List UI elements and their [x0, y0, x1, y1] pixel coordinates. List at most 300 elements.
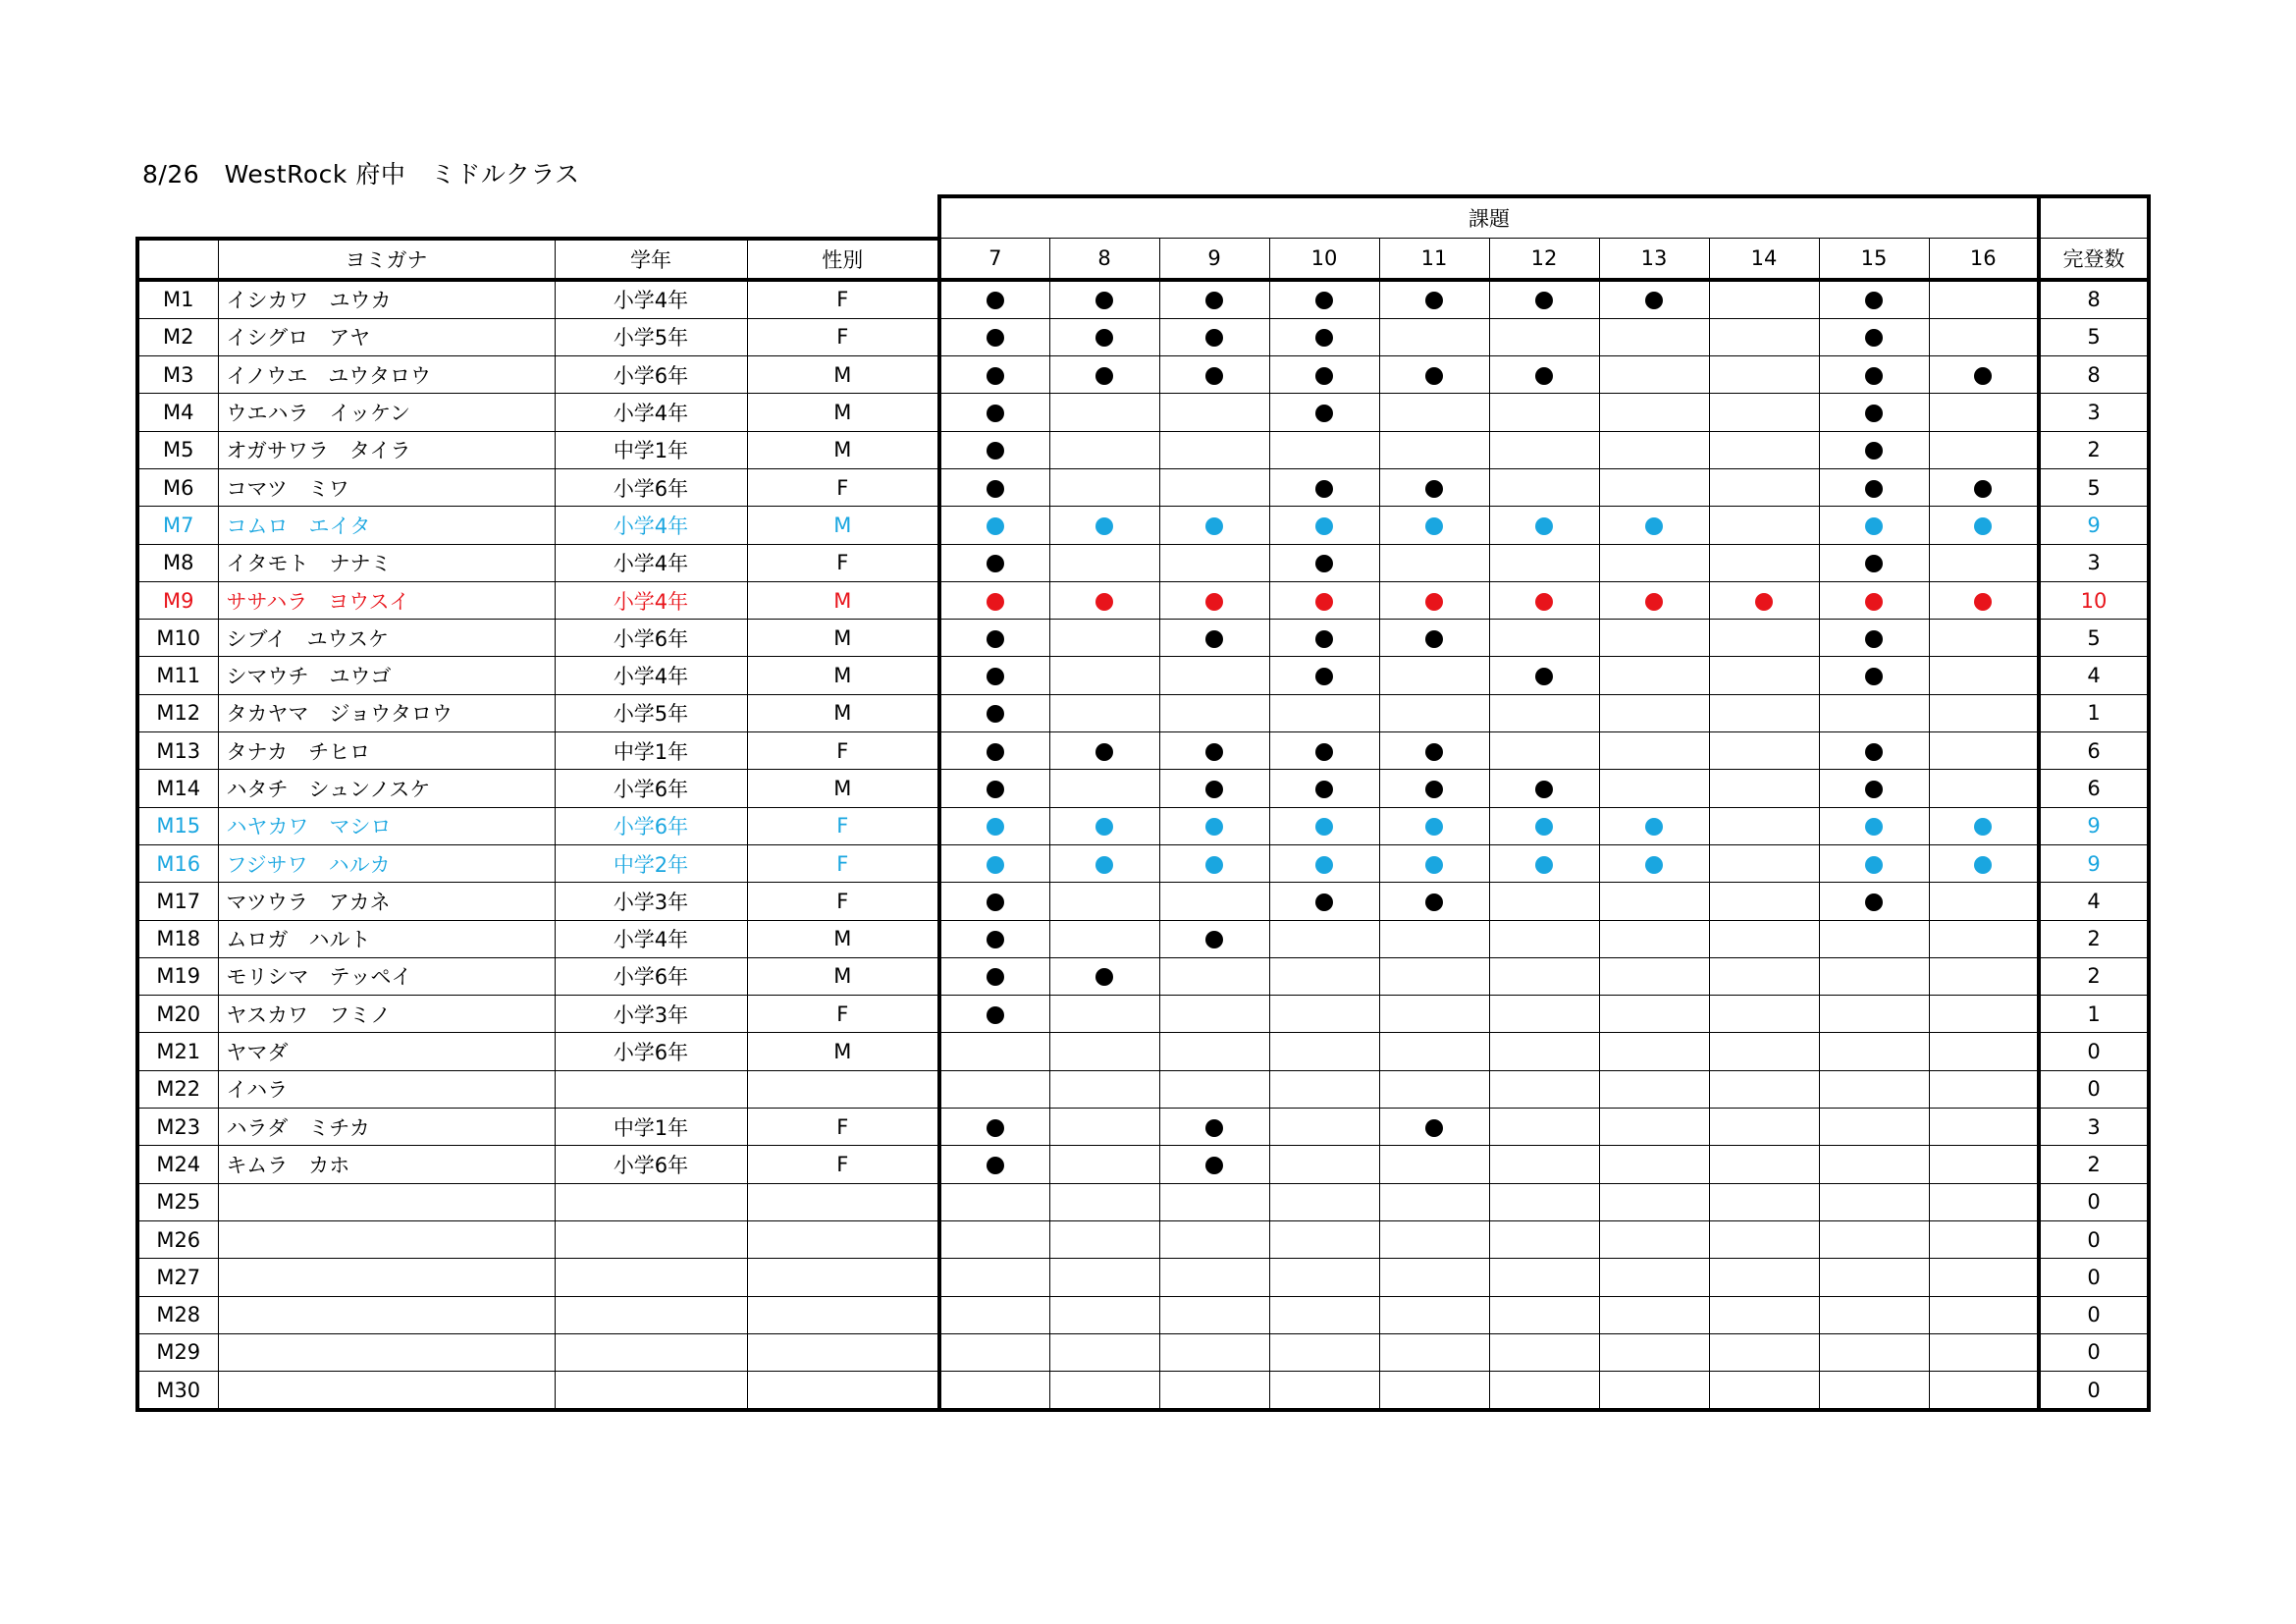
problem-cell [1159, 431, 1269, 468]
problem-cell [1489, 1372, 1599, 1411]
completion-dot [987, 329, 1004, 347]
problem-cell [1709, 544, 1819, 581]
completion-dot [987, 593, 1004, 611]
problem-cell [1379, 1259, 1489, 1296]
problem-cell [939, 280, 1049, 319]
row-name-cell: モリシマ テッペイ [218, 957, 555, 995]
header-column-row [137, 239, 2149, 280]
problem-cell [1929, 318, 2039, 355]
completion-dot [1315, 743, 1333, 761]
row-name-cell: フジサワ ハルカ [218, 844, 555, 882]
problem-cell [1049, 883, 1159, 920]
problem-cell [1599, 1183, 1709, 1220]
row-grade-cell: 中学2年 [555, 844, 747, 882]
problem-cell [1159, 356, 1269, 394]
completion-dot [987, 1157, 1004, 1174]
problem-cell [1599, 394, 1709, 431]
problem-cell [1269, 920, 1379, 957]
completion-dot [987, 968, 1004, 986]
table-row [137, 657, 2149, 694]
problem-cell [1049, 1259, 1159, 1296]
problem-cell [1159, 1372, 1269, 1411]
problem-cell [1269, 394, 1379, 431]
problem-column-header: 8 [1049, 239, 1159, 280]
completion-dot [1865, 668, 1883, 685]
problem-cell [1049, 920, 1159, 957]
completion-dot [1974, 480, 1992, 498]
row-name-cell: キムラ カホ [218, 1146, 555, 1183]
completion-dot [1095, 968, 1113, 986]
row-gender-cell: F [747, 1146, 939, 1183]
problem-cell [1379, 657, 1489, 694]
problem-cell [939, 883, 1049, 920]
problem-cell [1269, 883, 1379, 920]
completion-dot [987, 893, 1004, 911]
problem-cell [1269, 1296, 1379, 1333]
problem-cell [1709, 1220, 1819, 1258]
row-completed-count: 9 [2039, 844, 2149, 882]
row-name-cell: ハヤカワ マシロ [218, 807, 555, 844]
table-row [137, 694, 2149, 731]
row-completed-count: 3 [2039, 394, 2149, 431]
problem-cell [939, 807, 1049, 844]
problem-cell [1709, 1146, 1819, 1183]
problem-cell [1049, 770, 1159, 807]
problem-cell [1489, 1070, 1599, 1108]
problem-cell [1049, 996, 1159, 1033]
problem-cell [1269, 694, 1379, 731]
row-completed-count: 0 [2039, 1259, 2149, 1296]
row-gender-cell: F [747, 883, 939, 920]
completion-dot [1205, 1157, 1223, 1174]
completion-dot [1535, 781, 1553, 798]
completion-dot [1865, 743, 1883, 761]
row-id-cell: M2 [137, 318, 218, 355]
problem-cell [1159, 996, 1269, 1033]
completion-dot [987, 781, 1004, 798]
problem-cell [1709, 732, 1819, 770]
row-completed-count: 9 [2039, 807, 2149, 844]
problem-cell [1269, 807, 1379, 844]
problem-cell [1929, 544, 2039, 581]
completion-dot [1865, 442, 1883, 460]
problem-cell [1819, 394, 1929, 431]
row-id-cell: M28 [137, 1296, 218, 1333]
problem-cell [1819, 957, 1929, 995]
problem-cell [939, 657, 1049, 694]
problem-cell [1929, 844, 2039, 882]
problem-cell [1819, 1070, 1929, 1108]
problem-cell [1709, 581, 1819, 619]
problem-cell [1159, 1109, 1269, 1146]
completion-dot [1974, 593, 1992, 611]
problem-cell [1379, 581, 1489, 619]
problem-cell [939, 920, 1049, 957]
completed-group-header [2039, 196, 2149, 239]
row-name-cell: イハラ [218, 1070, 555, 1108]
row-grade-cell [555, 1183, 747, 1220]
problem-cell [1159, 957, 1269, 995]
problem-cell [1269, 957, 1379, 995]
problem-cell [1049, 280, 1159, 319]
row-grade-cell [555, 1259, 747, 1296]
row-completed-count: 4 [2039, 883, 2149, 920]
row-gender-cell: F [747, 844, 939, 882]
problem-cell [939, 694, 1049, 731]
row-grade-cell [555, 1220, 747, 1258]
problem-cell [1049, 1033, 1159, 1070]
problem-cell [1709, 280, 1819, 319]
row-completed-count: 0 [2039, 1070, 2149, 1108]
row-gender-cell: M [747, 920, 939, 957]
completion-dot [1645, 818, 1663, 836]
completion-dot [1865, 893, 1883, 911]
problem-cell [1489, 394, 1599, 431]
row-gender-cell: F [747, 732, 939, 770]
problem-cell [1819, 620, 1929, 657]
completion-dot [1315, 517, 1333, 535]
problem-cell [1379, 844, 1489, 882]
row-name-cell [218, 1296, 555, 1333]
table-row [137, 1333, 2149, 1371]
problem-cell [1489, 356, 1599, 394]
problem-cell [1599, 620, 1709, 657]
problem-cell [1159, 1146, 1269, 1183]
problem-cell [1599, 468, 1709, 506]
completion-dot [1315, 893, 1333, 911]
problem-cell [1269, 356, 1379, 394]
table-row [137, 507, 2149, 544]
problem-cell [1269, 996, 1379, 1033]
completion-dot [1095, 593, 1113, 611]
problem-cell [1819, 732, 1929, 770]
row-name-cell [218, 1372, 555, 1411]
row-gender-cell: F [747, 996, 939, 1033]
row-gender-cell: F [747, 280, 939, 319]
row-gender-cell: M [747, 957, 939, 995]
row-gender-cell: M [747, 581, 939, 619]
row-id-cell: M19 [137, 957, 218, 995]
problem-cell [1159, 920, 1269, 957]
completion-dot [1865, 329, 1883, 347]
completion-dot [1205, 329, 1223, 347]
completion-dot [1095, 292, 1113, 309]
row-name-cell [218, 1259, 555, 1296]
row-grade-cell: 中学1年 [555, 1109, 747, 1146]
table-row [137, 620, 2149, 657]
problem-column-header: 16 [1929, 239, 2039, 280]
problem-cell [1929, 807, 2039, 844]
problem-cell [1159, 468, 1269, 506]
row-name-cell: ヤマダ [218, 1033, 555, 1070]
row-gender-cell [747, 1220, 939, 1258]
problem-cell [1379, 280, 1489, 319]
row-grade-cell: 小学4年 [555, 544, 747, 581]
row-id-cell: M16 [137, 844, 218, 882]
problem-cell [1379, 1146, 1489, 1183]
row-id-cell: M4 [137, 394, 218, 431]
problem-cell [1599, 770, 1709, 807]
problem-cell [1489, 431, 1599, 468]
table-row [137, 1146, 2149, 1183]
completion-dot [1865, 630, 1883, 648]
row-id-cell: M3 [137, 356, 218, 394]
problem-cell [939, 620, 1049, 657]
table-row [137, 356, 2149, 394]
completion-dot [987, 705, 1004, 723]
completion-dot [1865, 367, 1883, 385]
row-id-cell: M7 [137, 507, 218, 544]
id-column-header [137, 239, 218, 280]
completed-column-header: 完登数 [2039, 239, 2149, 280]
row-gender-cell: M [747, 620, 939, 657]
completion-dot [1315, 405, 1333, 422]
completion-dot [1535, 292, 1553, 309]
problem-cell [1489, 280, 1599, 319]
problem-cell [1929, 770, 2039, 807]
problem-cell [1159, 318, 1269, 355]
row-completed-count: 8 [2039, 356, 2149, 394]
completion-dot [987, 856, 1004, 874]
problem-cell [1379, 807, 1489, 844]
completion-dot [1865, 818, 1883, 836]
completion-dot [1974, 517, 1992, 535]
row-grade-cell: 小学6年 [555, 770, 747, 807]
completion-dot [1865, 593, 1883, 611]
problem-cell [1269, 1259, 1379, 1296]
problem-column-header: 12 [1489, 239, 1599, 280]
problem-cell [1709, 920, 1819, 957]
problem-cell [1489, 581, 1599, 619]
problem-cell [1929, 657, 2039, 694]
completion-dot [1425, 292, 1443, 309]
problem-cell [1819, 1109, 1929, 1146]
problem-cell [939, 581, 1049, 619]
problem-cell [1709, 957, 1819, 995]
problem-cell [939, 318, 1049, 355]
problem-cell [939, 844, 1049, 882]
row-name-cell: マツウラ アカネ [218, 883, 555, 920]
completion-dot [1315, 367, 1333, 385]
problem-cell [1379, 1296, 1489, 1333]
row-grade-cell: 中学1年 [555, 431, 747, 468]
row-name-cell: ヤスカワ フミノ [218, 996, 555, 1033]
problem-cell [1159, 581, 1269, 619]
completion-dot [987, 818, 1004, 836]
row-id-cell: M14 [137, 770, 218, 807]
row-id-cell: M25 [137, 1183, 218, 1220]
completion-dot [1205, 292, 1223, 309]
row-id-cell: M20 [137, 996, 218, 1033]
problem-cell [1819, 1033, 1929, 1070]
row-completed-count: 8 [2039, 280, 2149, 319]
problem-cell [1709, 1033, 1819, 1070]
row-name-cell: ムロガ ハルト [218, 920, 555, 957]
problem-cell [1269, 1333, 1379, 1371]
problem-cell [1819, 657, 1929, 694]
completion-dot [1315, 781, 1333, 798]
problem-cell [1709, 1333, 1819, 1371]
problem-cell [1929, 957, 2039, 995]
row-name-cell: ウエハラ イッケン [218, 394, 555, 431]
problem-cell [1379, 1333, 1489, 1371]
problem-cell [1709, 1296, 1819, 1333]
completion-dot [987, 743, 1004, 761]
completion-dot [1425, 367, 1443, 385]
results-table [135, 194, 2151, 1412]
problem-cell [1599, 431, 1709, 468]
problem-cell [1159, 844, 1269, 882]
problem-cell [1159, 1296, 1269, 1333]
row-completed-count: 0 [2039, 1183, 2149, 1220]
completion-dot [987, 405, 1004, 422]
problem-cell [939, 1070, 1049, 1108]
completion-dot [987, 1119, 1004, 1137]
problem-cell [1269, 844, 1379, 882]
completion-dot [1645, 856, 1663, 874]
row-gender-cell: F [747, 1109, 939, 1146]
problem-cell [1269, 431, 1379, 468]
completion-dot [1535, 668, 1553, 685]
problem-cell [1819, 996, 1929, 1033]
completion-dot [1974, 367, 1992, 385]
problem-cell [1599, 1070, 1709, 1108]
problem-cell [1049, 431, 1159, 468]
row-grade-cell: 小学4年 [555, 581, 747, 619]
problem-cell [1379, 1033, 1489, 1070]
completion-dot [1865, 517, 1883, 535]
row-grade-cell: 小学6年 [555, 957, 747, 995]
row-grade-cell: 小学4年 [555, 507, 747, 544]
problem-cell [1269, 1183, 1379, 1220]
completion-dot [1974, 856, 1992, 874]
completion-dot [1205, 1119, 1223, 1137]
problem-cell [1049, 544, 1159, 581]
completion-dot [1205, 593, 1223, 611]
completion-dot [1095, 818, 1113, 836]
row-id-cell: M29 [137, 1333, 218, 1371]
problem-cell [1929, 1183, 2039, 1220]
row-name-cell: イノウエ ユウタロウ [218, 356, 555, 394]
problem-cell [1599, 1146, 1709, 1183]
problem-cell [1709, 1070, 1819, 1108]
problem-cell [939, 1183, 1049, 1220]
problem-cell [1049, 1070, 1159, 1108]
completion-dot [1315, 480, 1333, 498]
problem-cell [1379, 883, 1489, 920]
row-completed-count: 6 [2039, 770, 2149, 807]
problem-cell [1049, 581, 1159, 619]
completion-dot [1425, 480, 1443, 498]
problem-cell [1489, 318, 1599, 355]
problem-cell [1159, 1183, 1269, 1220]
problem-cell [1049, 1183, 1159, 1220]
problem-cell [1049, 1333, 1159, 1371]
problem-cell [1709, 394, 1819, 431]
completion-dot [1315, 292, 1333, 309]
problem-cell [1819, 1372, 1929, 1411]
table-row [137, 883, 2149, 920]
row-grade-cell [555, 1070, 747, 1108]
problem-cell [1049, 694, 1159, 731]
problem-cell [1159, 807, 1269, 844]
problem-cell [1709, 844, 1819, 882]
problem-cell [1819, 1333, 1929, 1371]
row-gender-cell: M [747, 394, 939, 431]
completion-dot [1425, 818, 1443, 836]
problem-cell [1599, 1333, 1709, 1371]
row-id-cell: M30 [137, 1372, 218, 1411]
table-row [137, 957, 2149, 995]
problem-cell [939, 957, 1049, 995]
row-gender-cell: M [747, 431, 939, 468]
problem-cell [1599, 657, 1709, 694]
row-id-cell: M11 [137, 657, 218, 694]
problem-cell [1599, 883, 1709, 920]
problem-cell [1709, 657, 1819, 694]
row-grade-cell: 小学3年 [555, 996, 747, 1033]
problem-cell [1819, 1220, 1929, 1258]
problem-cell [1929, 1259, 2039, 1296]
row-completed-count: 2 [2039, 1146, 2149, 1183]
problem-cell [1489, 770, 1599, 807]
problem-cell [1599, 807, 1709, 844]
row-completed-count: 2 [2039, 957, 2149, 995]
problem-cell [1049, 620, 1159, 657]
problem-cell [1489, 732, 1599, 770]
problem-cell [1379, 544, 1489, 581]
row-grade-cell [555, 1296, 747, 1333]
table-row [137, 844, 2149, 882]
problem-cell [1489, 1033, 1599, 1070]
gender-column-header: 性別 [747, 239, 939, 280]
header-group-row [137, 196, 2149, 239]
problem-cell [1269, 1033, 1379, 1070]
problem-column-header: 7 [939, 239, 1049, 280]
problem-cell [1269, 1146, 1379, 1183]
table-row [137, 732, 2149, 770]
problem-cell [1049, 318, 1159, 355]
completion-dot [1315, 555, 1333, 572]
row-gender-cell: M [747, 356, 939, 394]
row-grade-cell: 小学6年 [555, 807, 747, 844]
problem-cell [1599, 1296, 1709, 1333]
row-gender-cell: F [747, 807, 939, 844]
problem-cell [1709, 318, 1819, 355]
completion-dot [1315, 856, 1333, 874]
row-grade-cell: 小学4年 [555, 394, 747, 431]
row-name-cell: イタモト ナナミ [218, 544, 555, 581]
row-gender-cell [747, 1070, 939, 1108]
problem-cell [1379, 620, 1489, 657]
problem-cell [1269, 1372, 1379, 1411]
row-name-cell: イシグロ アヤ [218, 318, 555, 355]
row-name-cell: コマツ ミワ [218, 468, 555, 506]
problem-cell [1269, 581, 1379, 619]
problem-cell [1709, 468, 1819, 506]
problem-cell [1049, 394, 1159, 431]
completion-dot [1095, 743, 1113, 761]
problem-cell [1379, 957, 1489, 995]
row-name-cell: ハタチ シュンノスケ [218, 770, 555, 807]
row-grade-cell: 小学5年 [555, 318, 747, 355]
problem-cell [1489, 1296, 1599, 1333]
problem-cell [939, 1296, 1049, 1333]
row-grade-cell: 小学6年 [555, 1146, 747, 1183]
table-row [137, 1259, 2149, 1296]
problem-cell [1489, 996, 1599, 1033]
problem-cell [1269, 770, 1379, 807]
